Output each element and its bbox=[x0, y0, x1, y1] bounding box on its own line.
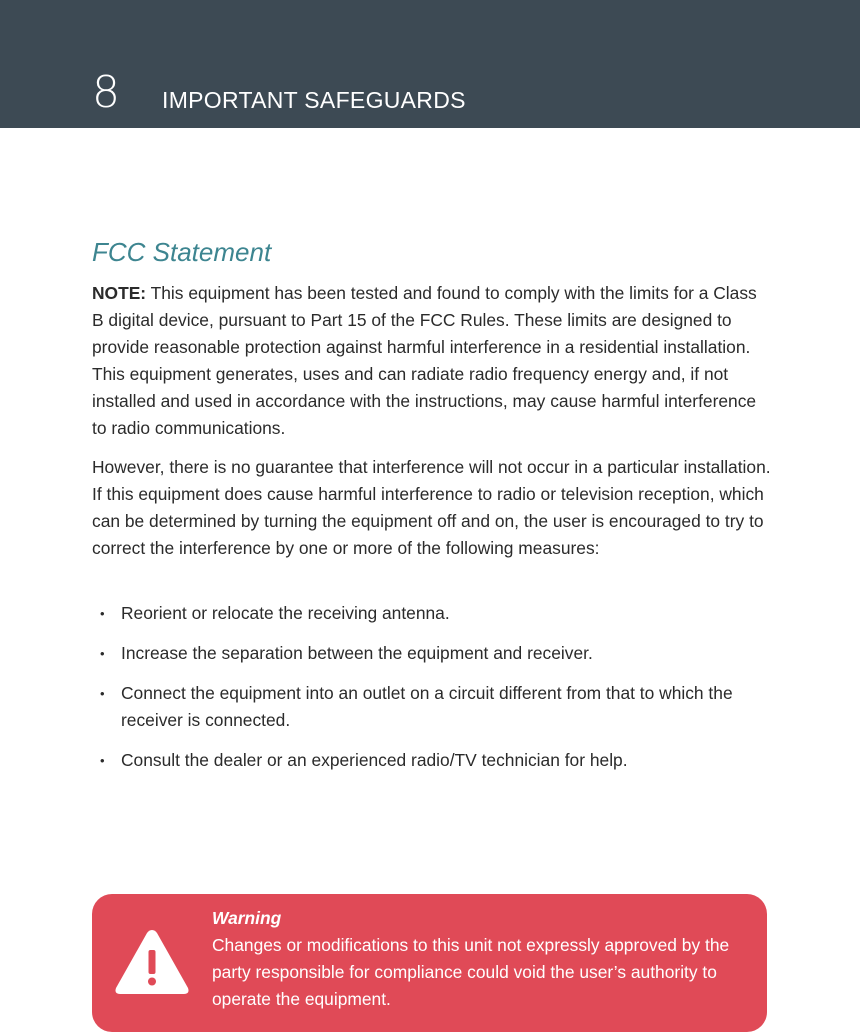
warning-text: Changes or modifications to this unit not expressly approved by the party responsible for compliance could void the user’s authority to operate the equipment. bbox=[212, 935, 730, 1009]
bullet-icon: • bbox=[100, 686, 105, 701]
note-text: This equipment has been tested and found to comply with the limits for a Class B digital device, pursuant to Part 15 of the FCC Rules. These limits are designed to provide reasonable protection against harmful interference in a residential installation. This equipment generates, uses and can radiate radio frequency energy and, if not installed and used in accordance with the instructions, may cause harmful interference to radio communications. bbox=[92, 283, 757, 438]
list-item: • Consult the dealer or an experienced radio/TV technician for help. bbox=[92, 747, 772, 774]
page-number: 8 bbox=[92, 67, 120, 118]
list-item: • Connect the equipment into an outlet on a circuit different from that to which the receiver is connected. bbox=[92, 680, 772, 734]
bullet-icon: • bbox=[100, 646, 105, 661]
warning-triangle-icon bbox=[114, 928, 190, 996]
note-label: NOTE: bbox=[92, 283, 147, 303]
measures-list bbox=[92, 600, 772, 787]
list-item: • Increase the separation between the equipment and receiver. bbox=[92, 640, 772, 667]
warning-box bbox=[92, 894, 767, 1032]
header-title: IMPORTANT SAFEGUARDS bbox=[162, 87, 466, 113]
warning-title: Warning bbox=[212, 908, 282, 928]
page-header bbox=[0, 0, 860, 128]
however-paragraph: However, there is no guarantee that interference will not occur in a particular installation. If this equipment does cause harmful interference to radio or television reception, which can be determined by turning the equipment off and on, the user is encouraged to try to correct the interference by one or more of the following measures: bbox=[92, 457, 771, 558]
list-item: • Reorient or relocate the receiving antenna. bbox=[92, 600, 772, 627]
bullet-icon: • bbox=[100, 606, 105, 621]
section-title: FCC Statement bbox=[92, 237, 272, 267]
note-paragraph bbox=[92, 280, 772, 442]
bullet-icon: • bbox=[100, 753, 105, 768]
